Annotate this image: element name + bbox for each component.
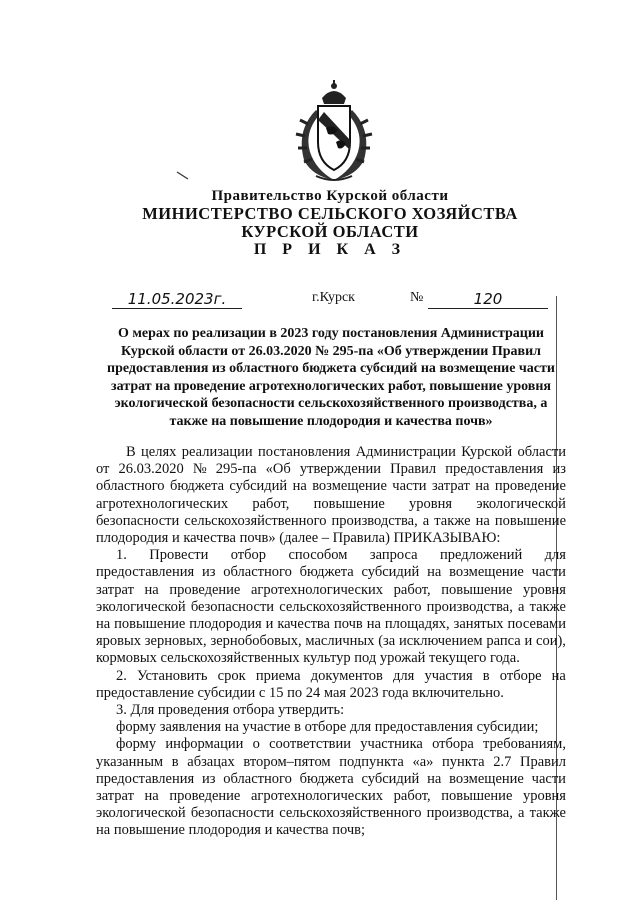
body-line	[96, 736, 566, 753]
body-word: также	[529, 598, 566, 615]
body-word: в	[482, 667, 490, 684]
body-line: на повышение плодородия и качества почв;	[96, 822, 366, 839]
body-word: участия	[424, 667, 473, 684]
body-word: качества	[277, 616, 330, 633]
body-word: Администрации	[355, 444, 456, 460]
body-word: способом	[288, 547, 348, 564]
body-line	[96, 754, 566, 771]
body-word: также	[434, 512, 471, 529]
body-word: исключением	[398, 633, 483, 650]
body-word: для	[392, 667, 415, 684]
body-word: экологической	[476, 495, 566, 512]
body-word: на	[144, 788, 159, 805]
body-line: форму заявления на участие в отборе для предоставления субсидии;	[116, 719, 539, 736]
body-word: масличных	[305, 633, 375, 650]
government-name: Правительство Курской области	[211, 188, 449, 204]
body-word: на	[144, 581, 159, 598]
body-word: субсидий	[361, 564, 420, 581]
body-word: из	[201, 770, 216, 787]
body-word: уровня	[522, 581, 566, 598]
body-word: сельскохозяйственного	[279, 805, 422, 822]
body-line	[96, 496, 566, 513]
body-word: Правил	[520, 753, 566, 770]
body-word: агротехнологических	[250, 788, 384, 805]
body-word: плодородия	[189, 616, 262, 633]
body-word: яровых	[96, 633, 142, 650]
body-word: а	[518, 805, 525, 822]
body-word: на	[475, 478, 490, 495]
body-word: предоставления	[445, 461, 544, 478]
body-word: от	[96, 461, 110, 478]
body-word: затрат	[96, 581, 134, 598]
title-line: затрат на проведение агротехнологических работ, повышение уровня	[111, 378, 551, 394]
body-word: на	[551, 667, 566, 684]
body-line: кормовых сельскохозяйственных культур под урожай текущего года.	[96, 650, 520, 667]
body-word: 26.03.2020	[118, 461, 184, 478]
body-word: срок	[217, 667, 246, 684]
body-line	[96, 668, 566, 685]
kursk-coat-of-arms-icon	[286, 80, 382, 184]
body-word: 2.	[116, 667, 127, 684]
body-word: 1.	[116, 547, 127, 564]
body-line	[96, 444, 566, 461]
ministry-name: МИНИСТЕРСТВО СЕЛЬСКОГО ХОЗЯЙСТВА	[142, 204, 518, 223]
body-word: затрат	[96, 788, 134, 805]
body-word: приема	[255, 667, 301, 684]
body-word: областного	[96, 478, 165, 495]
body-word: бюджета	[169, 478, 225, 495]
body-word: участника	[360, 736, 423, 753]
body-word: Провести	[149, 547, 209, 564]
body-word: части	[531, 564, 566, 581]
body-word: Курской	[461, 444, 513, 460]
body-word: из	[201, 564, 216, 581]
body-word: производства,	[331, 512, 418, 529]
body-word: «а»	[412, 753, 434, 770]
body-word: производства,	[426, 598, 513, 615]
body-word: проведение	[169, 788, 241, 805]
body-word: о	[252, 736, 260, 753]
body-word: сельскохозяйственного	[279, 598, 422, 615]
body-word: форму	[116, 736, 157, 753]
body-word: безопасности	[96, 512, 180, 529]
body-word: бюджета	[299, 770, 354, 787]
order-date: 11.05.2023г.	[112, 290, 242, 309]
body-word: на	[475, 512, 490, 529]
body-word: на	[292, 478, 307, 495]
body-word: а	[518, 598, 525, 615]
body-word: области	[517, 444, 566, 460]
body-word: зернобобовых,	[210, 633, 302, 650]
body-word: работ,	[252, 495, 290, 512]
body-word: предложений	[439, 547, 523, 564]
body-line: плодородия и качества почв» (далее – Правила) ПРИКАЗЫВАЮ:	[96, 530, 501, 547]
body-word: Правил	[390, 461, 437, 478]
body-line: предоставление субсидии с 15 по 24 мая 2023 года включительно.	[96, 684, 504, 701]
body-word: соответствии	[269, 736, 352, 753]
body-word: на	[366, 616, 381, 633]
order-body	[96, 444, 566, 840]
body-line	[96, 788, 566, 805]
body-word: экологической	[96, 805, 186, 822]
body-word: работ,	[393, 581, 431, 598]
body-word: на	[96, 616, 111, 633]
body-word: пункта	[442, 753, 485, 770]
body-word: зерновых,	[144, 633, 207, 650]
title-line: предоставления из областного бюджета субсидий на возмещение части	[107, 361, 555, 376]
title-line: Курской области от 26.03.2020 № 295-па «Об утверждении Правил	[120, 343, 542, 359]
body-line	[96, 771, 566, 788]
body-word: абзацах	[187, 753, 235, 770]
body-word: В	[126, 444, 136, 460]
body-word: субсидий	[361, 770, 420, 787]
body-word: отбор	[230, 547, 267, 564]
body-word: экологической	[96, 598, 186, 615]
body-word: затрат	[431, 478, 470, 495]
body-word: информации	[165, 736, 244, 753]
body-line	[96, 582, 566, 599]
body-word: возмещение	[312, 478, 387, 495]
body-line	[96, 633, 566, 650]
body-word: сои),	[536, 633, 566, 650]
order-number: 120	[428, 290, 548, 309]
body-word: втором–пятом	[243, 753, 331, 770]
body-word: «Об	[265, 461, 291, 478]
body-word: агротехнологических	[250, 581, 384, 598]
body-word: возмещение	[449, 770, 524, 787]
body-line	[96, 547, 566, 564]
body-line	[96, 461, 566, 478]
body-word: в	[171, 753, 179, 770]
body-word: реализации	[181, 444, 253, 460]
body-word: повышение	[441, 788, 513, 805]
body-word: 295-па	[215, 461, 257, 478]
body-word: части	[531, 770, 566, 787]
body-word: уровня	[522, 788, 566, 805]
body-line	[96, 478, 566, 495]
body-word: документов	[310, 667, 383, 684]
body-word: бюджета	[299, 564, 354, 581]
order-city: г.Курск	[312, 290, 355, 305]
order-number-sign: №	[410, 290, 424, 305]
body-word: посевами	[507, 616, 566, 633]
body-word: безопасности	[190, 805, 275, 822]
body-line: 3. Для проведения отбора утвердить:	[116, 702, 345, 719]
body-line	[96, 616, 566, 633]
body-word: повышение	[114, 616, 186, 633]
body-word: указанным	[96, 753, 164, 770]
body-word: постановления	[258, 444, 351, 460]
body-word: субсидий	[229, 478, 288, 495]
body-word: проведение	[494, 478, 566, 495]
body-word: занятых	[453, 616, 504, 633]
body-word: из	[552, 461, 566, 478]
body-word: целях	[141, 444, 177, 460]
body-word: отбора	[432, 736, 474, 753]
body-word: для	[544, 547, 566, 564]
body-line	[96, 564, 566, 581]
body-word: и	[524, 633, 533, 650]
body-word: проведение	[169, 581, 241, 598]
body-word: требованиям,	[483, 736, 566, 753]
body-word: повышение	[441, 581, 513, 598]
title-line: также на повышение плодородия и качества почв»	[169, 413, 493, 429]
body-word: безопасности	[190, 598, 275, 615]
body-word: утверждении	[299, 461, 382, 478]
body-word: повышение	[313, 495, 385, 512]
body-word: рапса	[486, 633, 521, 650]
body-word: (за	[378, 633, 396, 650]
body-word: а	[422, 512, 430, 529]
body-word: повышение	[494, 512, 566, 529]
body-line	[96, 513, 566, 530]
region-name: КУРСКОЙ ОБЛАСТИ	[241, 222, 419, 241]
body-word: сельскохозяйственного	[184, 512, 327, 529]
body-word: также	[529, 805, 566, 822]
body-word: почв	[333, 616, 363, 633]
body-word: Установить	[137, 667, 208, 684]
body-word: областного	[223, 770, 292, 787]
body-word: и	[265, 616, 274, 633]
body-word: агротехнологических	[96, 495, 229, 512]
body-word: на	[427, 564, 442, 581]
body-word: запроса	[369, 547, 418, 564]
body-word: 2.7	[493, 753, 512, 770]
title-line: экологической безопасности сельскохозяйственного производства, а	[114, 396, 548, 411]
body-word: предоставления	[96, 770, 195, 787]
body-word: производства,	[426, 805, 513, 822]
body-word: областного	[223, 564, 292, 581]
order-title	[96, 325, 566, 430]
body-word: уровня	[409, 495, 453, 512]
stray-pen-mark-icon	[176, 170, 190, 182]
body-word: на	[427, 770, 442, 787]
body-word: подпункта	[339, 753, 404, 770]
body-word: №	[192, 461, 207, 478]
body-line	[96, 805, 566, 822]
body-word: отборе	[499, 667, 542, 684]
body-line	[96, 599, 566, 616]
body-word: предоставления	[96, 564, 195, 581]
body-word: возмещение	[449, 564, 524, 581]
document-type: П Р И К А З	[253, 241, 407, 258]
body-word: площадях,	[384, 616, 450, 633]
body-word: части	[392, 478, 427, 495]
body-word: работ,	[393, 788, 431, 805]
title-line: О мерах по реализации в 2023 году постановления Администрации	[118, 326, 544, 341]
